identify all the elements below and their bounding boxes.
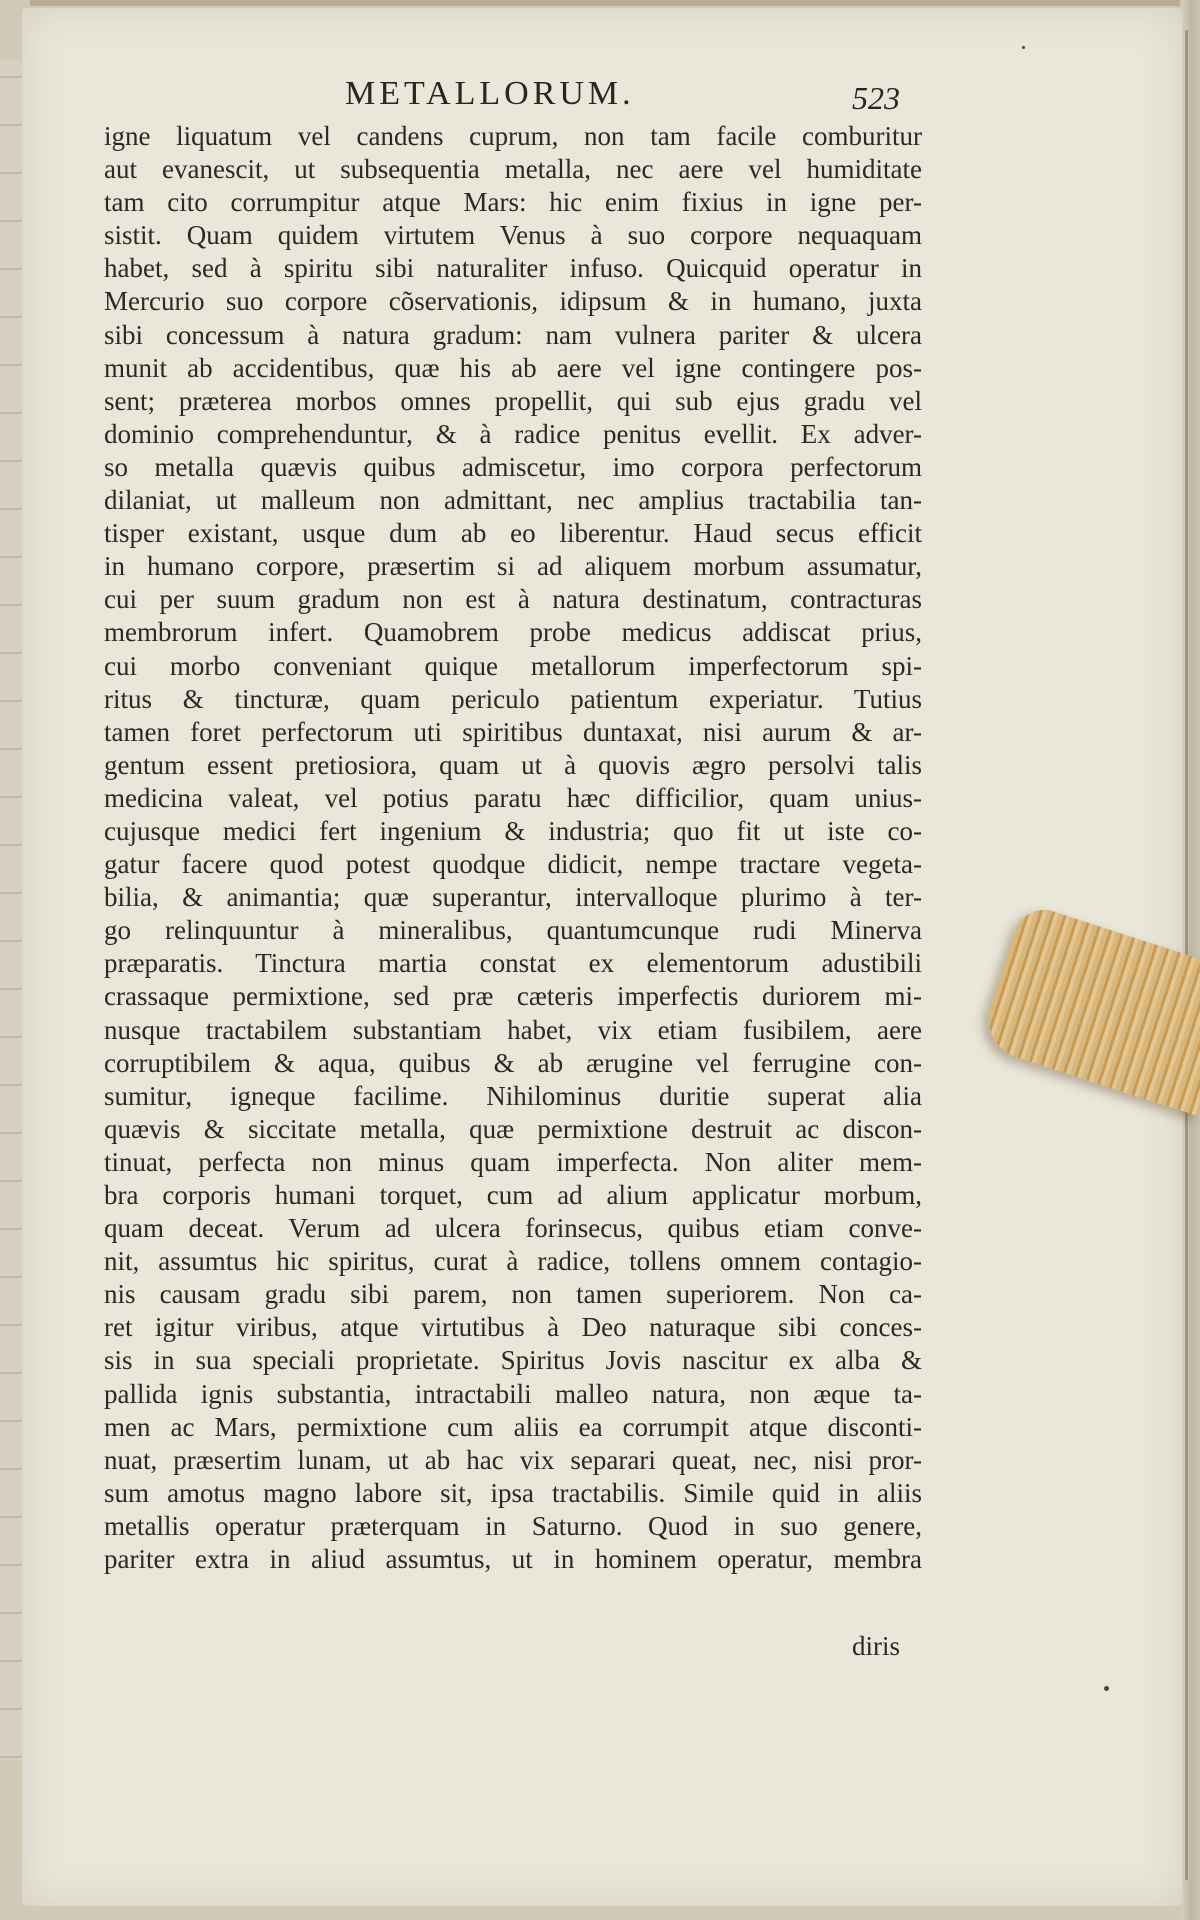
text-line: so metalla quævis quibus admiscetur, imo corpora perfectorum xyxy=(104,451,922,482)
text-line: membrorum infert. Quamobrem probe medicus addiscat prius, xyxy=(104,617,922,648)
text-line: tinuat, perfecta non minus quam imperfecta. Non aliter mem- xyxy=(104,1146,922,1177)
text-line: nis causam gradu sibi parem, non tamen superiorem. Non ca- xyxy=(104,1279,922,1310)
text-line: sibi concessum à natura gradum: nam vulnera pariter & ulcera xyxy=(104,319,922,350)
text-line: in humano corpore, præsertim si ad aliquem morbum assumatur, xyxy=(104,551,922,582)
text-line: tamen foret perfectorum uti spiritibus duntaxat, nisi aurum & ar- xyxy=(104,716,922,747)
text-line: sistit. Quam quidem virtutem Venus à suo corpore nequaquam xyxy=(104,220,922,251)
top-page-edge xyxy=(30,0,1180,6)
text-line: nit, assumtus hic spiritus, curat à radice, tollens omnem contagio- xyxy=(104,1246,922,1277)
text-line: ret igitur viribus, atque virtutibus à Deo naturaque sibi conces- xyxy=(104,1312,922,1343)
text-line: cujusque medici fert ingenium & industria; quo fit ut iste co- xyxy=(104,815,922,846)
text-line: metallis operatur præterquam in Saturno. Quod in suo genere, xyxy=(104,1510,922,1541)
text-line: dilaniat, ut malleum non admittant, nec amplius tractabilia tan- xyxy=(104,485,922,516)
paper-speck xyxy=(1022,46,1025,49)
text-line: igne liquatum vel candens cuprum, non tam facile comburitur xyxy=(104,121,922,151)
text-line: nuat, præsertim lunam, ut ab hac vix separari queat, nec, nisi pror- xyxy=(104,1444,922,1475)
catchword: diris xyxy=(852,1631,901,1661)
text-line: sumitur, igneque facilime. Nihilominus duritie superat alia xyxy=(104,1080,922,1111)
text-line: præparatis. Tinctura martia constat ex elementorum adustibili xyxy=(104,948,922,979)
text-line: pallida ignis substantia, intractabili malleo natura, non æque ta- xyxy=(104,1378,922,1409)
text-line: medicina valeat, vel potius paratu hæc difficilior, quam unius- xyxy=(104,782,922,813)
text-line: cui per suum gradum non est à natura destinatum, contracturas xyxy=(104,584,922,615)
running-head: METALLORUM. xyxy=(345,75,635,112)
text-line: gatur facere quod potest quodque didicit, nempe tractare vegeta- xyxy=(104,849,922,880)
text-line: crassaque permixtione, sed præ cæteris imperfectis duriorem mi- xyxy=(104,981,922,1012)
text-line: bra corporis humani torquet, cum ad alium applicatur morbum, xyxy=(104,1180,922,1210)
text-line: cui morbo conveniant quique metallorum imperfectorum spi- xyxy=(104,650,922,681)
text-line: ritus & tincturæ, quam periculo patientum experiatur. Tutius xyxy=(104,683,922,714)
text-line: dominio comprehenduntur, & à radice penitus evellit. Ex adver- xyxy=(104,418,922,449)
text-line: munit ab accidentibus, quæ his ab aere vel igne contingere pos- xyxy=(104,352,922,383)
text-line: sis in sua speciali proprietate. Spiritus Jovis nascitur ex alba & xyxy=(104,1345,922,1376)
text-line: bilia, & animantia; quæ superantur, intervalloque plurimo à ter- xyxy=(104,882,922,913)
text-line: nusque tractabilem substantiam habet, vix etiam fusibilem, aere xyxy=(104,1014,922,1045)
text-line: men ac Mars, permixtione cum aliis ea corrumpit atque disconti- xyxy=(104,1411,922,1442)
text-line: quævis & siccitate metalla, quæ permixtione destruit ac discon- xyxy=(104,1113,922,1144)
text-line: tisper existant, usque dum ab eo liberentur. Haud secus efficit xyxy=(104,518,922,549)
text-line: Mercurio suo corpore cõservationis, idipsum & in humano, juxta xyxy=(104,286,922,317)
text-line: corruptibilem & aqua, quibus & ab ærugine vel ferrugine con- xyxy=(104,1047,922,1078)
body-text xyxy=(104,120,922,1576)
paper-speck xyxy=(1104,1686,1109,1691)
text-line: pariter extra in aliud assumtus, ut in hominem operatur, membra xyxy=(104,1544,922,1575)
text-line: quam deceat. Verum ad ulcera forinsecus, quibus etiam conve- xyxy=(104,1213,922,1244)
text-line: go relinquuntur à mineralibus, quantumcunque rudi Minerva xyxy=(104,915,922,946)
text-line: sum amotus magno labore sit, ipsa tractabilis. Simile quid in aliis xyxy=(104,1477,922,1508)
text-line: gentum essent pretiosiora, quam ut à quovis ægro persolvi talis xyxy=(104,749,922,780)
text-line: sent; præterea morbos omnes propellit, qui sub ejus gradu vel xyxy=(104,385,922,416)
text-line: habet, sed à spiritu sibi naturaliter infuso. Quicquid operatur in xyxy=(104,253,922,284)
page-number: 523 xyxy=(852,80,900,116)
text-line: aut evanescit, ut subsequentia metalla, nec aere vel humiditate xyxy=(104,154,922,185)
text-line: tam cito corrumpitur atque Mars: hic enim fixius in igne per- xyxy=(104,187,922,218)
